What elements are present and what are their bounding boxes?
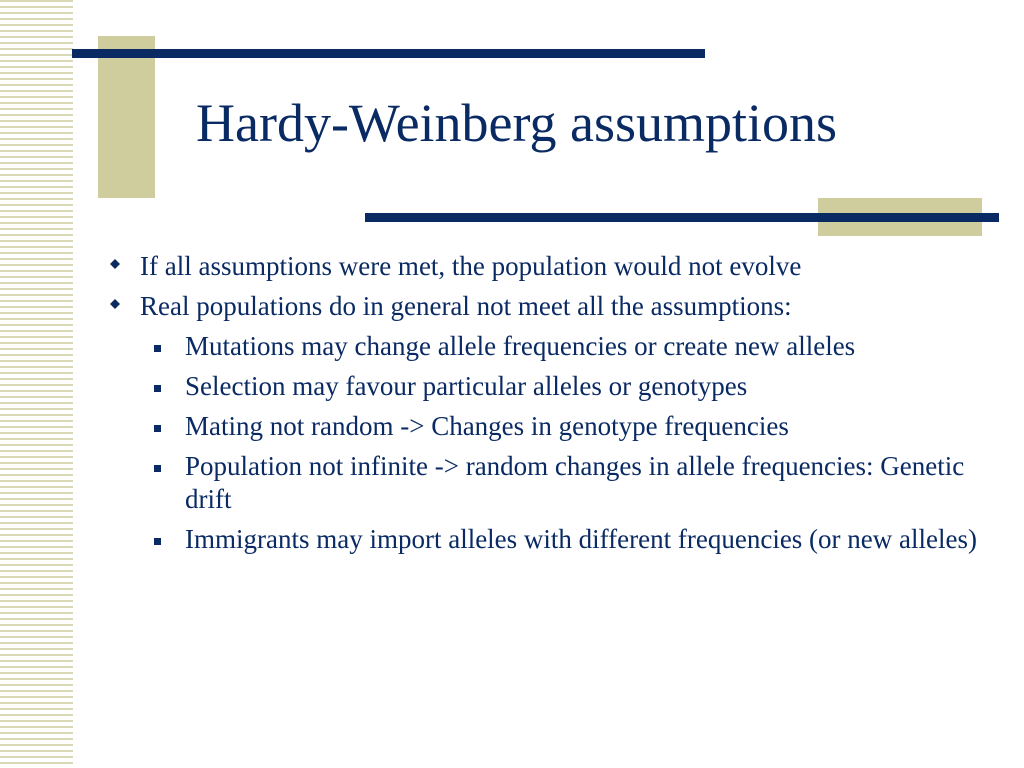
square-bullet-icon: [154, 538, 161, 545]
square-bullet-icon: [154, 425, 161, 432]
sub-bullet-text: Population not infinite -> random changes in allele frequencies: Genetic drift: [185, 451, 965, 514]
bullet-item: [100, 250, 1000, 283]
slide-title: Hardy-Weinberg assumptions: [196, 93, 838, 153]
sub-bullet-item: [140, 523, 1000, 556]
sub-bullet-item: [140, 410, 1000, 443]
sub-bullet-list: [140, 330, 1000, 556]
sub-bullet-text: Selection may favour particular alleles or genotypes: [185, 371, 748, 401]
sub-bullet-item: [140, 370, 1000, 403]
sub-bullet-item: [140, 450, 1000, 516]
square-bullet-icon: [154, 385, 161, 392]
diamond-bullet-icon: [110, 299, 120, 309]
bullet-text: Real populations do in general not meet all the assumptions:: [140, 291, 792, 321]
left-stripe-band: [0, 0, 73, 768]
sub-bullet-text: Mutations may change allele frequencies or create new alleles: [185, 331, 856, 361]
bullet-text: If all assumptions were met, the population would not evolve: [140, 251, 802, 281]
title-rule-bottom: [365, 213, 999, 222]
diamond-bullet-icon: [110, 259, 120, 269]
title-rule-top: [72, 49, 705, 58]
slide-body: [100, 250, 1000, 563]
bullet-list: [100, 250, 1000, 556]
sub-bullet-text: Mating not random -> Changes in genotype frequencies: [185, 411, 789, 441]
square-bullet-icon: [154, 345, 161, 352]
square-bullet-icon: [154, 465, 161, 472]
title-accent-block-top: [98, 36, 155, 198]
sub-bullet-item: [140, 330, 1000, 363]
sub-bullet-text: Immigrants may import alleles with different frequencies (or new alleles): [185, 524, 977, 554]
bullet-item: [100, 290, 1000, 556]
